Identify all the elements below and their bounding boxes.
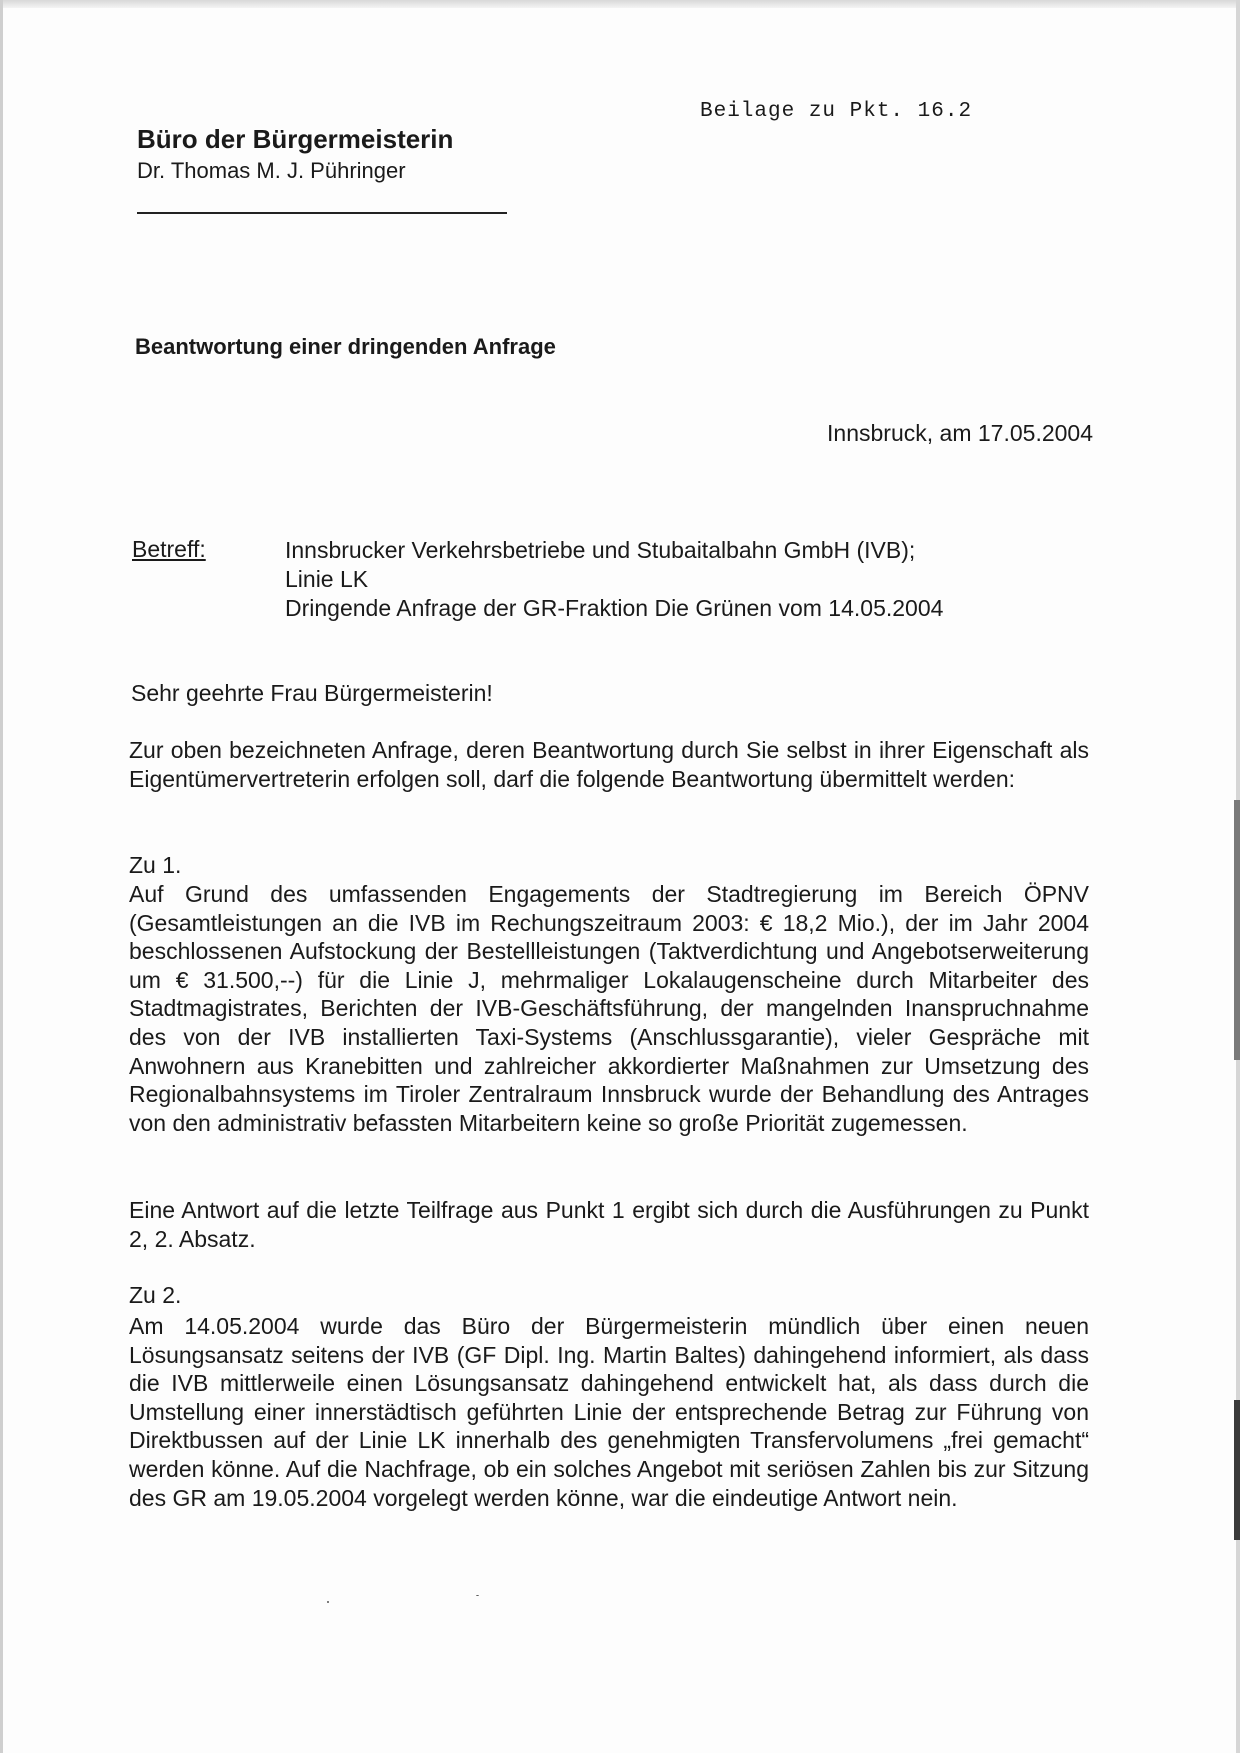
subject-line: Innsbrucker Verkehrsbetriebe und Stubaitalbahn GmbH (IVB); xyxy=(285,537,916,563)
place-date: Innsbruck, am 17.05.2004 xyxy=(827,420,1093,446)
subject-label: Betreff: xyxy=(132,536,206,562)
office-person: Dr. Thomas M. J. Pühringer xyxy=(137,158,406,183)
subject-line: Dringende Anfrage der GR-Fraktion Die Grünen vom 14.05.2004 xyxy=(285,595,944,621)
section-2-paragraph: Am 14.05.2004 wurde das Büro der Bürgermeisterin mündlich über einen neuen Lösungsansatz seitens der IVB (GF Dipl. Ing. Martin Baltes) dahingehend informiert, als dass die IVB mittlerweile einen Lösungsansatz dahingehend entwickelt hat, als dass durch die Umstellung einer innerstädtisch geführten Linie der entsprechende Betrag zur Führung von Direktbussen auf der Linie LK innerhalb des genehmigten Transfervolumens „frei gemacht“ werden könne. Auf die Nachfrage, ob ein solches Angebot mit seriösen Zahlen bis zur Sitzung des GR am 19.05.2004 vorgelegt werden könne, war die eindeutige Antwort nein. xyxy=(129,1313,1089,1511)
document-title: Beantwortung einer dringenden Anfrage xyxy=(135,334,556,359)
scan-shadow-right-2 xyxy=(1234,1400,1240,1540)
scan-edge-top xyxy=(0,0,1240,8)
section-1-heading: Zu 1. xyxy=(129,852,182,878)
section-1-paragraph: Auf Grund des umfassenden Engagements der Stadtregierung im Bereich ÖPNV (Gesamtleistungen an die IVB im Rechungszeitraum 2003: € 18,2 Mio.), der im Jahr 2004 beschlossenen Aufstockung der Bestellleistungen (Taktverdichtung und Angebotserweiterung um € 31.500,--) für die Linie J, mehrmaliger Lokalaugenscheine durch Mitarbeiter des Stadtmagistrates, Berichten der IVB-Geschäftsführung, der mangelnden Inanspruchnahme des von der IVB installierten Taxi-Systems (Anschlussgarantie), vieler Gespräche mit Anwohnern aus Kranebitten und zahlreicher akkordierter Maßnahmen zur Umsetzung des Regionalbahnsystems im Tiroler Zentralraum Innsbruck wurde der Behandlung des Antrages von den administrativ befassten Mitarbeitern keine so große Priorität zugemessen. xyxy=(129,881,1089,1136)
subject-block xyxy=(285,536,943,623)
attachment-note: Beilage zu Pkt. 16.2 xyxy=(700,100,973,123)
salutation: Sehr geehrte Frau Bürgermeisterin! xyxy=(131,680,493,706)
office-title: Büro der Bürgermeisterin xyxy=(137,124,454,154)
scan-edge-left xyxy=(0,0,3,1753)
intro-paragraph: Zur oben bezeichneten Anfrage, deren Beantwortung durch Sie selbst in ihrer Eigenschaft als Eigentümervertreterin erfolgen soll, darf die folgende Beantwortung übermittelt werden: xyxy=(129,737,1089,792)
scan-speck xyxy=(476,1595,479,1596)
scan-shadow-right-1 xyxy=(1234,800,1240,1060)
header-divider xyxy=(137,212,507,214)
section-1-paragraph-2: Eine Antwort auf die letzte Teilfrage aus Punkt 1 ergibt sich durch die Ausführungen zu Punkt 2, 2. Absatz. xyxy=(129,1197,1089,1252)
subject-line: Linie LK xyxy=(285,566,369,592)
scan-speck xyxy=(327,1601,329,1603)
section-2-heading: Zu 2. xyxy=(129,1282,182,1308)
